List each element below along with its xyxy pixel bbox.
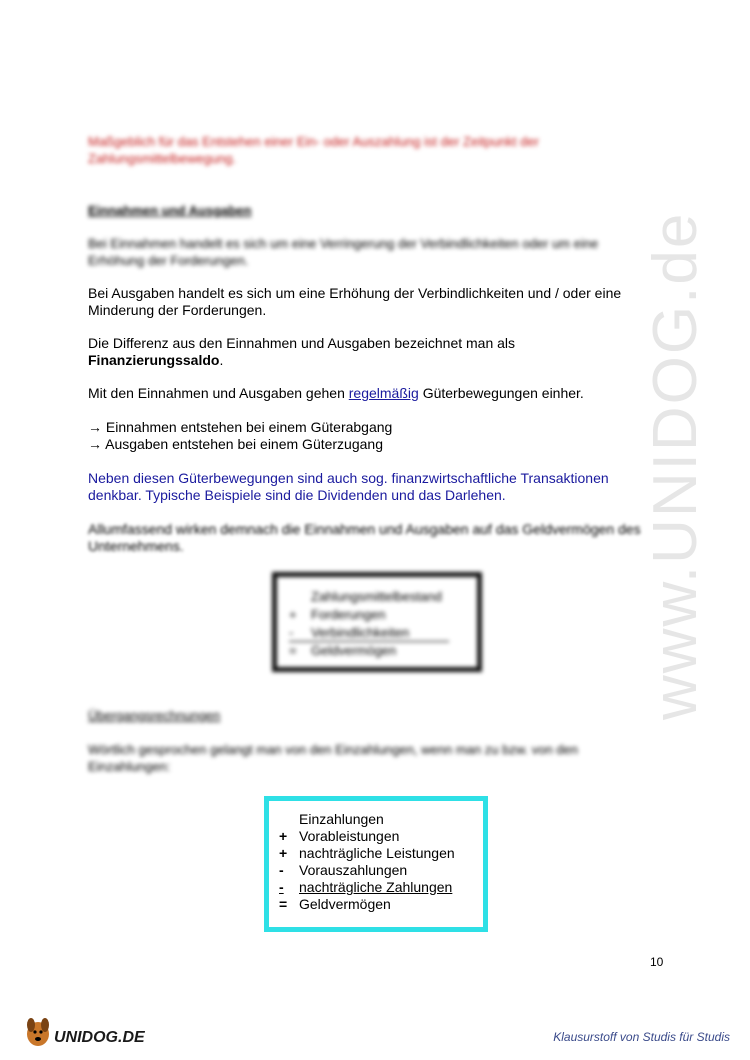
paragraph-transaktionen: Neben diesen Güterbewegungen sind auch sog. finanzwirtschaftliche Transaktionen denkbar. Typische Beispiele sind die Dividenden und das Darlehen. [88, 470, 609, 503]
paragraph-gueterbewegungen [88, 385, 648, 402]
arrow-line-1 [88, 419, 392, 436]
paragraph-ausgaben: Bei Ausgaben handelt es sich um eine Erhöhung der Verbindlichkeiten und / oder eine Minderung der Forderungen. [88, 285, 622, 318]
page-number: 10 [650, 955, 664, 969]
watermark-text: www.UNIDOG.de [641, 211, 710, 720]
logo-text: UNIDOG.DE [54, 1029, 145, 1046]
box2-row-2: + nachträgliche Leistungen [279, 845, 455, 861]
footer-tagline: Klausurstoff von Studis für Studis [553, 1030, 730, 1044]
arrow-text-2: Ausgaben entstehen bei einem Güterzugang [105, 436, 383, 452]
box1-row-0: Zahlungsmittelbestand [311, 589, 442, 604]
box1-row-2: - Verbindlichkeiten [289, 625, 449, 642]
dog-icon [20, 1012, 160, 1052]
p4-after: Güterbewegungen einher. [422, 385, 584, 401]
p3-bold: Finanzierungssaldo [88, 352, 220, 368]
p3-text: Die Differenz aus den Einnahmen und Ausgaben bezeichnet man als [88, 335, 516, 351]
p3-end: . [219, 352, 224, 368]
arrow-right-icon: → [88, 419, 106, 435]
paragraph-einnahmen: Bei Einnahmen handelt es sich um eine Verringerung der Verbindlichkeiten oder um eine Erhöhung der Forderungen. [88, 236, 599, 268]
box1-row-3: = Geldvermögen [289, 643, 397, 658]
box2-row-5: = Geldvermögen [279, 896, 391, 912]
arrow-line-2 [88, 436, 383, 453]
unidog-logo[interactable] [20, 1012, 160, 1052]
intro-red-text: Maßgeblich für das Entstehen einer Ein- oder Auszahlung ist der Zeitpunkt der Zahlungsmittelbewegung. [88, 134, 539, 166]
p4-before: Mit den Einnahmen und Ausgaben gehen [88, 385, 345, 401]
paragraph-finanzierungssaldo [88, 335, 648, 369]
arrow-right-icon: → [88, 436, 106, 452]
paragraph-uebergang: Wörtlich gesprochen gelangt man von den Einzahlungen, wenn man zu bzw. von den Einzahlungen: [88, 742, 578, 774]
paragraph-geldvermoegen: Allumfassend wirken demnach die Einnahmen und Ausgaben auf das Geldvermögen des Unternehmens. [88, 521, 641, 554]
section-heading-uebergangsrechnungen: Übergangsrechnungen [88, 708, 221, 723]
box2-row-1: + Vorableistungen [279, 828, 400, 844]
arrow-text-1: Einnahmen entstehen bei einem Güterabgang [105, 419, 393, 435]
link-regelmaessig[interactable]: regelmäßig [348, 385, 419, 401]
box1-row-1: + Forderungen [289, 607, 386, 622]
box2-row-0: Einzahlungen [299, 811, 384, 827]
box2-row-3: - Vorauszahlungen [279, 862, 408, 878]
box-einzahlungen [264, 796, 488, 932]
box2-row-4: - nachträgliche Zahlungen [279, 879, 453, 895]
box-geldvermoegen-blurred [272, 572, 482, 672]
section-heading-einnahmen: Einnahmen und Ausgaben [88, 203, 252, 218]
